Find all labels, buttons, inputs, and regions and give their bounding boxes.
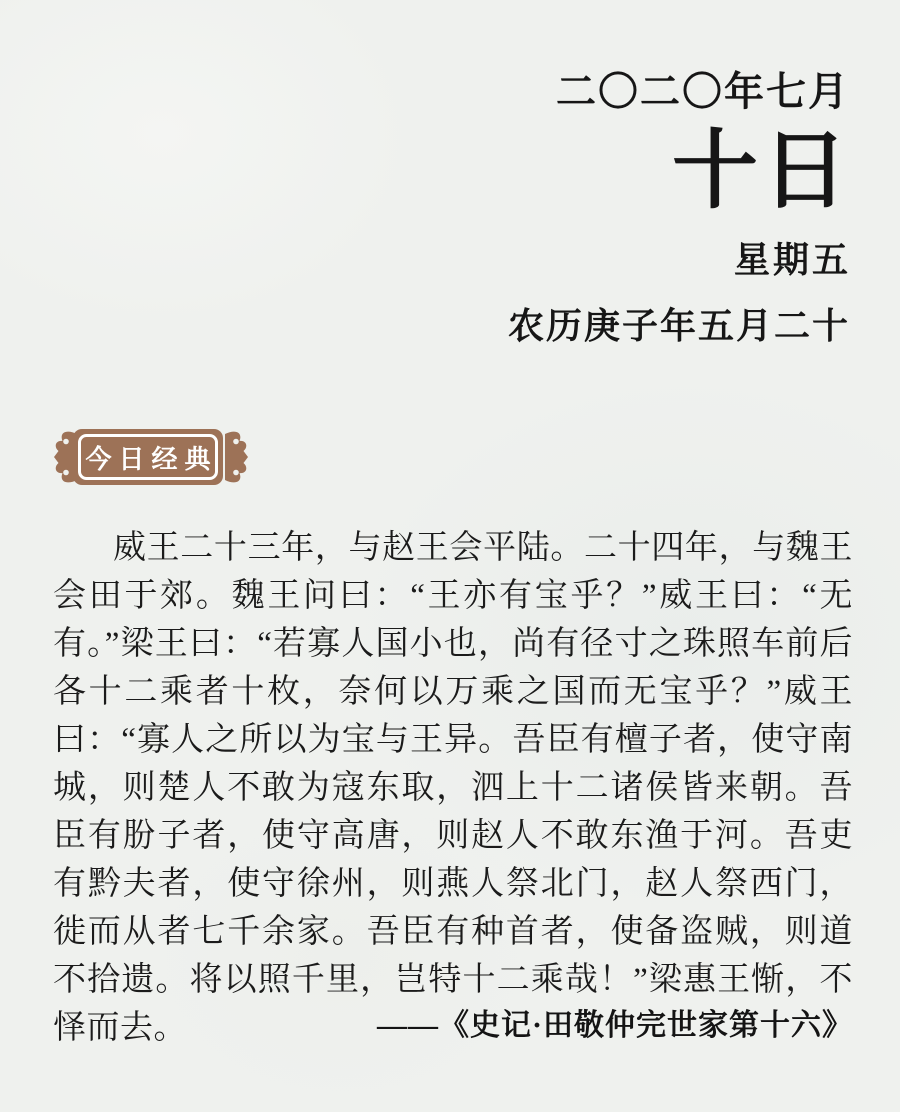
header-date-block	[507, 68, 852, 348]
lunar-date-text: 农历庚子年五月二十	[507, 306, 850, 346]
day-text: 十日	[672, 123, 852, 219]
classic-badge	[54, 428, 248, 486]
year-month-text: 二〇二〇年七月	[556, 69, 850, 114]
article-paragraph: 威王二十三年，与赵王会平陆。二十四年，与魏王会田于郊。魏王问曰：“王亦有宝乎？”威王曰：“无有。”梁王曰：“若寡人国小也，尚有径寸之珠照车前后各十二乘者十枚，奈何以万乘之国而无宝乎？”威王曰：“寡人之所以为宝与王异。吾臣有檀子者，使守南城，则楚人不敢为寇东取，泗上十二诸侯皆来朝。吾臣有朌子者，使守高唐，则赵人不敢东渔于河。吾吏有黔夫者，使守徐州，则燕人祭北门，赵人祭西门，徙而从者七千余家。吾臣有种首者，使备盗贼，则道不拾遗。将以照千里，岂特十二乘哉！”梁惠王惭，不怿而去。	[53, 530, 853, 1046]
article-source: ——《史记·田敬仲完世家第十六》	[376, 1009, 853, 1042]
badge-label: 今日经典	[85, 444, 218, 474]
weekday-text: 星期五	[733, 240, 851, 280]
